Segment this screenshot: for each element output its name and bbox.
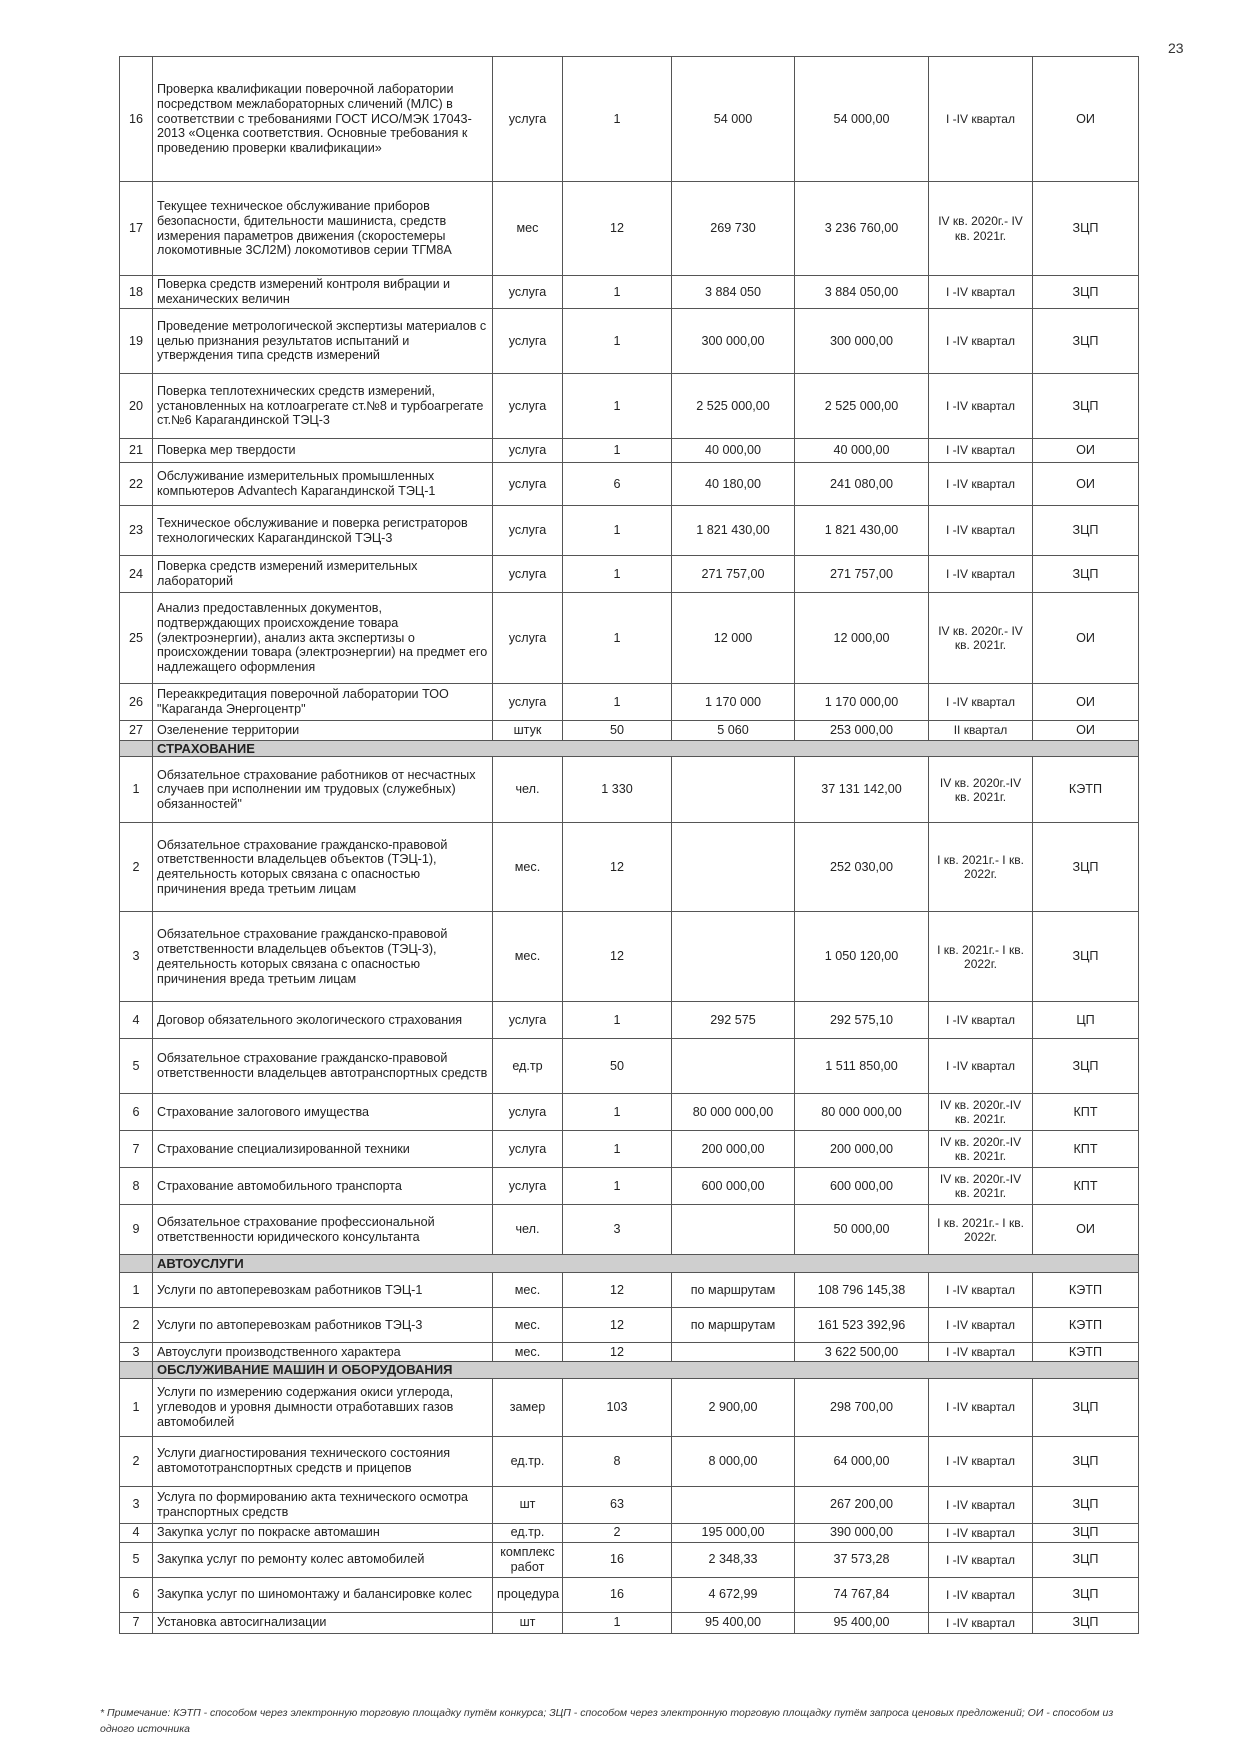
table-row [120, 757, 1139, 823]
row-number: 18 [120, 276, 153, 309]
quantity: 2 [563, 1523, 672, 1542]
row-number: 4 [120, 1002, 153, 1039]
table-row [120, 823, 1139, 912]
row-number: 5 [120, 1542, 153, 1577]
table-row [120, 1273, 1139, 1308]
item-name: Проведение метрологической экспертизы материалов с целью признания результатов испытаний и утверждения типа средств измерений [153, 309, 493, 374]
procurement-method: ОИ [1033, 439, 1139, 463]
table-row [120, 506, 1139, 556]
item-name: Обязательное страхование гражданско-правовой ответственности владельцев объектов (ТЭЦ-1), деятельность которых связана с опасностью причинения вреда третьим лицам [153, 823, 493, 912]
unit-price [672, 823, 795, 912]
table-row [120, 309, 1139, 374]
table-row [120, 556, 1139, 593]
item-name: Техническое обслуживание и поверка регистраторов технологических Карагандинской ТЭЦ-3 [153, 506, 493, 556]
procurement-period: I -IV квартал [929, 1343, 1033, 1362]
unit-of-measure: услуга [493, 1002, 563, 1039]
row-number: 24 [120, 556, 153, 593]
procurement-method: ЗЦП [1033, 1542, 1139, 1577]
total-amount: 267 200,00 [795, 1486, 929, 1523]
procurement-method: ЗЦП [1033, 912, 1139, 1002]
item-name: Поверка теплотехнических средств измерений, установленных на котлоагрегате ст.№8 и турбоагрегате ст.№6 Карагандинской ТЭЦ-3 [153, 374, 493, 439]
unit-price: 54 000 [672, 57, 795, 182]
row-number: 6 [120, 1577, 153, 1612]
page-number: 23 [1168, 40, 1184, 56]
total-amount: 252 030,00 [795, 823, 929, 912]
unit-price: 300 000,00 [672, 309, 795, 374]
procurement-method: ЗЦП [1033, 1523, 1139, 1542]
table-row [120, 1486, 1139, 1523]
total-amount: 37 573,28 [795, 1542, 929, 1577]
procurement-method: ЦП [1033, 1002, 1139, 1039]
unit-of-measure: замер [493, 1378, 563, 1436]
table-row [120, 1378, 1139, 1436]
table-row [120, 1612, 1139, 1633]
unit-of-measure: мес. [493, 912, 563, 1002]
procurement-method: КЭТП [1033, 1343, 1139, 1362]
table-row [120, 1205, 1139, 1255]
table-row [120, 276, 1139, 309]
row-number: 9 [120, 1205, 153, 1255]
procurement-method: ЗЦП [1033, 506, 1139, 556]
item-name: Обязательное страхование гражданско-правовой ответственности владельцев объектов (ТЭЦ-3), деятельность которых связана с опасностью причинения вреда третьим лицам [153, 912, 493, 1002]
unit-of-measure: услуга [493, 463, 563, 506]
total-amount: 300 000,00 [795, 309, 929, 374]
procurement-period: I -IV квартал [929, 276, 1033, 309]
item-name: Обязательное страхование работников от несчастных случаев при исполнении им трудовых (служебных) обязанностей" [153, 757, 493, 823]
procurement-method: КПТ [1033, 1094, 1139, 1131]
row-number: 21 [120, 439, 153, 463]
quantity: 8 [563, 1436, 672, 1486]
procurement-period: IV кв. 2020г.-IV кв. 2021г. [929, 757, 1033, 823]
procurement-period: I -IV квартал [929, 1308, 1033, 1343]
quantity: 1 [563, 684, 672, 721]
item-name: Договор обязательного экологического страхования [153, 1002, 493, 1039]
procurement-period: I -IV квартал [929, 1273, 1033, 1308]
total-amount: 95 400,00 [795, 1612, 929, 1633]
procurement-period: I -IV квартал [929, 439, 1033, 463]
total-amount: 1 821 430,00 [795, 506, 929, 556]
item-name: Озеленение территории [153, 721, 493, 741]
procurement-method: ЗЦП [1033, 309, 1139, 374]
item-name: Поверка средств измерений измерительных лабораторий [153, 556, 493, 593]
procurement-period: I -IV квартал [929, 556, 1033, 593]
unit-of-measure: ед.тр [493, 1039, 563, 1094]
quantity: 1 [563, 593, 672, 684]
item-name: Автоуслуги производственного характера [153, 1343, 493, 1362]
unit-of-measure: услуга [493, 684, 563, 721]
table-row [120, 1542, 1139, 1577]
item-name: Поверка средств измерений контроля вибрации и механических величин [153, 276, 493, 309]
quantity: 12 [563, 1343, 672, 1362]
procurement-method: ОИ [1033, 57, 1139, 182]
procurement-method: ОИ [1033, 1205, 1139, 1255]
procurement-period: IV кв. 2020г.- IV кв. 2021г. [929, 593, 1033, 684]
unit-price: 195 000,00 [672, 1523, 795, 1542]
quantity: 1 [563, 439, 672, 463]
unit-price [672, 1343, 795, 1362]
total-amount: 54 000,00 [795, 57, 929, 182]
procurement-period: I -IV квартал [929, 1612, 1033, 1633]
section-num-cell [120, 1362, 153, 1378]
item-name: Переаккредитация поверочной лаборатории ТОО "Караганда Энергоцентр" [153, 684, 493, 721]
procurement-period: I -IV квартал [929, 1542, 1033, 1577]
item-name: Текущее техническое обслуживание приборов безопасности, бдительности машиниста, средств измерения параметров движения (скоростемеры локомотивные 3СЛ2М) локомотивов серии ТГМ8А [153, 182, 493, 276]
row-number: 19 [120, 309, 153, 374]
total-amount: 161 523 392,96 [795, 1308, 929, 1343]
procurement-method: ЗЦП [1033, 1378, 1139, 1436]
table-row [120, 1094, 1139, 1131]
item-name: Закупка услуг по шиномонтажу и балансировке колес [153, 1577, 493, 1612]
quantity: 12 [563, 912, 672, 1002]
procurement-method: КЭТП [1033, 1308, 1139, 1343]
procurement-period: I -IV квартал [929, 1436, 1033, 1486]
row-number: 1 [120, 1273, 153, 1308]
unit-of-measure: мес. [493, 1308, 563, 1343]
procurement-period: I -IV квартал [929, 374, 1033, 439]
row-number: 2 [120, 1436, 153, 1486]
quantity: 12 [563, 182, 672, 276]
total-amount: 50 000,00 [795, 1205, 929, 1255]
total-amount: 3 236 760,00 [795, 182, 929, 276]
unit-of-measure: услуга [493, 309, 563, 374]
item-name: Анализ предоставленных документов, подтверждающих происхождение товара (электроэнергии), анализ акта экспертизы о происхождении товара (электроэнергии) на предмет его надлежащего оформления [153, 593, 493, 684]
total-amount: 12 000,00 [795, 593, 929, 684]
table-row [120, 439, 1139, 463]
quantity: 50 [563, 1039, 672, 1094]
table-body [120, 57, 1139, 1634]
unit-of-measure: мес. [493, 1343, 563, 1362]
procurement-period: I -IV квартал [929, 309, 1033, 374]
procurement-method: ЗЦП [1033, 1039, 1139, 1094]
quantity: 12 [563, 1273, 672, 1308]
table-row [120, 912, 1139, 1002]
quantity: 3 [563, 1205, 672, 1255]
total-amount: 1 511 850,00 [795, 1039, 929, 1094]
unit-of-measure: ед.тр. [493, 1436, 563, 1486]
row-number: 27 [120, 721, 153, 741]
unit-price: 5 060 [672, 721, 795, 741]
total-amount: 1 170 000,00 [795, 684, 929, 721]
unit-price [672, 1486, 795, 1523]
procurement-method: ЗЦП [1033, 1486, 1139, 1523]
unit-price: 2 900,00 [672, 1378, 795, 1436]
quantity: 1 [563, 276, 672, 309]
procurement-method: КПТ [1033, 1168, 1139, 1205]
row-number: 5 [120, 1039, 153, 1094]
row-number: 7 [120, 1131, 153, 1168]
quantity: 103 [563, 1378, 672, 1436]
unit-price: 600 000,00 [672, 1168, 795, 1205]
total-amount: 241 080,00 [795, 463, 929, 506]
item-name: Проверка квалификации поверочной лаборатории посредством межлабораторных сличений (МЛС) в соответствии с требованиями ГОСТ ИСО/МЭК 17043-2013 «Оценка соответствия. Основные требования к проведению проверки квалификации» [153, 57, 493, 182]
item-name: Услуги диагностирования технического состояния автомототранспортных средств и прицепов [153, 1436, 493, 1486]
unit-of-measure: чел. [493, 1205, 563, 1255]
total-amount: 1 050 120,00 [795, 912, 929, 1002]
section-header-row [120, 1362, 1139, 1378]
unit-of-measure: услуга [493, 1094, 563, 1131]
unit-of-measure: мес [493, 182, 563, 276]
item-name: Услуги по автоперевозкам работников ТЭЦ-3 [153, 1308, 493, 1343]
unit-price [672, 757, 795, 823]
quantity: 1 [563, 1094, 672, 1131]
unit-price: 271 757,00 [672, 556, 795, 593]
procurement-method: ОИ [1033, 463, 1139, 506]
quantity: 1 [563, 1131, 672, 1168]
quantity: 6 [563, 463, 672, 506]
unit-of-measure: услуга [493, 1168, 563, 1205]
unit-price: 2 348,33 [672, 1542, 795, 1577]
item-name: Услуги по измерению содержания окиси углерода, углеводов и уровня дымности отработавших газов автомобилей [153, 1378, 493, 1436]
procurement-period: I -IV квартал [929, 1486, 1033, 1523]
table-row [120, 182, 1139, 276]
procurement-period: IV кв. 2020г.-IV кв. 2021г. [929, 1131, 1033, 1168]
unit-of-measure: услуга [493, 439, 563, 463]
total-amount: 3 622 500,00 [795, 1343, 929, 1362]
item-name: Страхование залогового имущества [153, 1094, 493, 1131]
procurement-period: I -IV квартал [929, 506, 1033, 556]
table-row [120, 1343, 1139, 1362]
procurement-period: I кв. 2021г.- I кв. 2022г. [929, 823, 1033, 912]
procurement-method: КПТ [1033, 1131, 1139, 1168]
section-title: АВТОУСЛУГИ [153, 1255, 1139, 1273]
quantity: 1 [563, 57, 672, 182]
total-amount: 74 767,84 [795, 1577, 929, 1612]
procurement-method: ОИ [1033, 684, 1139, 721]
table-row [120, 1131, 1139, 1168]
quantity: 50 [563, 721, 672, 741]
quantity: 63 [563, 1486, 672, 1523]
table-row [120, 374, 1139, 439]
unit-of-measure: услуга [493, 506, 563, 556]
total-amount: 37 131 142,00 [795, 757, 929, 823]
unit-of-measure: шт [493, 1612, 563, 1633]
item-name: Обязательное страхование гражданско-правовой ответственности владельцев автотранспортных средств [153, 1039, 493, 1094]
total-amount: 2 525 000,00 [795, 374, 929, 439]
quantity: 12 [563, 823, 672, 912]
table-row [120, 1308, 1139, 1343]
item-name: Услуга по формированию акта технического осмотра транспортных средств [153, 1486, 493, 1523]
item-name: Установка автосигнализации [153, 1612, 493, 1633]
unit-price: по маршрутам [672, 1308, 795, 1343]
unit-price [672, 1039, 795, 1094]
total-amount: 80 000 000,00 [795, 1094, 929, 1131]
item-name: Закупка услуг по покраске автомашин [153, 1523, 493, 1542]
unit-price: 3 884 050 [672, 276, 795, 309]
procurement-period: I -IV квартал [929, 463, 1033, 506]
section-header-row [120, 1255, 1139, 1273]
procurement-period: I -IV квартал [929, 1523, 1033, 1542]
quantity: 1 [563, 374, 672, 439]
table-row [120, 57, 1139, 182]
row-number: 17 [120, 182, 153, 276]
unit-of-measure: штук [493, 721, 563, 741]
unit-price [672, 1205, 795, 1255]
procurement-method: ЗЦП [1033, 823, 1139, 912]
procurement-method: ЗЦП [1033, 1577, 1139, 1612]
row-number: 1 [120, 1378, 153, 1436]
procurement-period: I -IV квартал [929, 1378, 1033, 1436]
procurement-method: ЗЦП [1033, 1436, 1139, 1486]
section-title: ОБСЛУЖИВАНИЕ МАШИН И ОБОРУДОВАНИЯ [153, 1362, 1139, 1378]
procurement-method: ЗЦП [1033, 182, 1139, 276]
total-amount: 298 700,00 [795, 1378, 929, 1436]
quantity: 16 [563, 1542, 672, 1577]
quantity: 1 [563, 309, 672, 374]
table-row [120, 1523, 1139, 1542]
unit-price: 4 672,99 [672, 1577, 795, 1612]
procurement-method: ЗЦП [1033, 276, 1139, 309]
table-row [120, 1002, 1139, 1039]
unit-price: 1 170 000 [672, 684, 795, 721]
item-name: Услуги по автоперевозкам работников ТЭЦ-1 [153, 1273, 493, 1308]
total-amount: 600 000,00 [795, 1168, 929, 1205]
table-row [120, 721, 1139, 741]
quantity: 12 [563, 1308, 672, 1343]
procurement-period: IV кв. 2020г.-IV кв. 2021г. [929, 1168, 1033, 1205]
quantity: 1 [563, 1612, 672, 1633]
item-name: Закупка услуг по ремонту колес автомобилей [153, 1542, 493, 1577]
total-amount: 108 796 145,38 [795, 1273, 929, 1308]
unit-price: по маршрутам [672, 1273, 795, 1308]
section-num-cell [120, 1255, 153, 1273]
procurement-period: I кв. 2021г.- I кв. 2022г. [929, 912, 1033, 1002]
procurement-method: КЭТП [1033, 757, 1139, 823]
procurement-table [119, 56, 1139, 1634]
row-number: 4 [120, 1523, 153, 1542]
procurement-period: IV кв. 2020г.- IV кв. 2021г. [929, 182, 1033, 276]
total-amount: 253 000,00 [795, 721, 929, 741]
table-row [120, 1039, 1139, 1094]
unit-of-measure: комплекс работ [493, 1542, 563, 1577]
section-title: СТРАХОВАНИЕ [153, 741, 1139, 757]
unit-price: 80 000 000,00 [672, 1094, 795, 1131]
unit-price: 40 180,00 [672, 463, 795, 506]
unit-price: 8 000,00 [672, 1436, 795, 1486]
footnote: * Примечание: КЭТП - способом через электронную торговую площадку путём конкурса; ЗЦП - способом через электронную торговую площадку путём запроса ценовых предложений; ОИ - способом из одного источника [100, 1707, 1114, 1735]
total-amount: 3 884 050,00 [795, 276, 929, 309]
row-number: 7 [120, 1612, 153, 1633]
row-number: 25 [120, 593, 153, 684]
procurement-method: ОИ [1033, 721, 1139, 741]
unit-price: 200 000,00 [672, 1131, 795, 1168]
row-number: 22 [120, 463, 153, 506]
total-amount: 271 757,00 [795, 556, 929, 593]
unit-price: 292 575 [672, 1002, 795, 1039]
row-number: 2 [120, 1308, 153, 1343]
row-number: 3 [120, 1343, 153, 1362]
unit-of-measure: услуга [493, 374, 563, 439]
item-name: Обязательное страхование профессиональной ответственности юридического консультанта [153, 1205, 493, 1255]
unit-of-measure: услуга [493, 556, 563, 593]
unit-price: 2 525 000,00 [672, 374, 795, 439]
unit-of-measure: мес. [493, 1273, 563, 1308]
unit-price: 40 000,00 [672, 439, 795, 463]
procurement-period: I кв. 2021г.- I кв. 2022г. [929, 1205, 1033, 1255]
item-name: Поверка мер твердости [153, 439, 493, 463]
row-number: 20 [120, 374, 153, 439]
item-name: Обслуживание измерительных промышленных компьютеров Advantech Карагандинской ТЭЦ-1 [153, 463, 493, 506]
procurement-method: ЗЦП [1033, 1612, 1139, 1633]
table-row [120, 463, 1139, 506]
unit-of-measure: услуга [493, 57, 563, 182]
procurement-method: ЗЦП [1033, 374, 1139, 439]
unit-of-measure: мес. [493, 823, 563, 912]
procurement-period: I -IV квартал [929, 1039, 1033, 1094]
table-row [120, 1168, 1139, 1205]
section-header-row [120, 741, 1139, 757]
row-number: 16 [120, 57, 153, 182]
total-amount: 292 575,10 [795, 1002, 929, 1039]
unit-price: 12 000 [672, 593, 795, 684]
unit-price: 1 821 430,00 [672, 506, 795, 556]
row-number: 2 [120, 823, 153, 912]
unit-of-measure: услуга [493, 1131, 563, 1168]
table-row [120, 1577, 1139, 1612]
row-number: 23 [120, 506, 153, 556]
procurement-period: IV кв. 2020г.-IV кв. 2021г. [929, 1094, 1033, 1131]
procurement-period: I -IV квартал [929, 684, 1033, 721]
procurement-method: ОИ [1033, 593, 1139, 684]
table-row [120, 593, 1139, 684]
total-amount: 40 000,00 [795, 439, 929, 463]
quantity: 1 [563, 556, 672, 593]
unit-of-measure: услуга [493, 593, 563, 684]
quantity: 1 330 [563, 757, 672, 823]
quantity: 1 [563, 506, 672, 556]
procurement-method: ЗЦП [1033, 556, 1139, 593]
unit-price [672, 912, 795, 1002]
section-num-cell [120, 741, 153, 757]
row-number: 3 [120, 1486, 153, 1523]
row-number: 3 [120, 912, 153, 1002]
quantity: 1 [563, 1168, 672, 1205]
procurement-method: КЭТП [1033, 1273, 1139, 1308]
unit-of-measure: шт [493, 1486, 563, 1523]
row-number: 8 [120, 1168, 153, 1205]
procurement-period: II квартал [929, 721, 1033, 741]
unit-price: 269 730 [672, 182, 795, 276]
total-amount: 64 000,00 [795, 1436, 929, 1486]
procurement-period: I -IV квартал [929, 57, 1033, 182]
unit-of-measure: услуга [493, 276, 563, 309]
total-amount: 200 000,00 [795, 1131, 929, 1168]
row-number: 1 [120, 757, 153, 823]
item-name: Страхование специализированной техники [153, 1131, 493, 1168]
row-number: 26 [120, 684, 153, 721]
quantity: 16 [563, 1577, 672, 1612]
unit-of-measure: чел. [493, 757, 563, 823]
table-row [120, 684, 1139, 721]
quantity: 1 [563, 1002, 672, 1039]
unit-of-measure: ед.тр. [493, 1523, 563, 1542]
unit-of-measure: процедура [493, 1577, 563, 1612]
procurement-period: I -IV квартал [929, 1577, 1033, 1612]
procurement-period: I -IV квартал [929, 1002, 1033, 1039]
total-amount: 390 000,00 [795, 1523, 929, 1542]
item-name: Страхование автомобильного транспорта [153, 1168, 493, 1205]
unit-price: 95 400,00 [672, 1612, 795, 1633]
row-number: 6 [120, 1094, 153, 1131]
table-row [120, 1436, 1139, 1486]
